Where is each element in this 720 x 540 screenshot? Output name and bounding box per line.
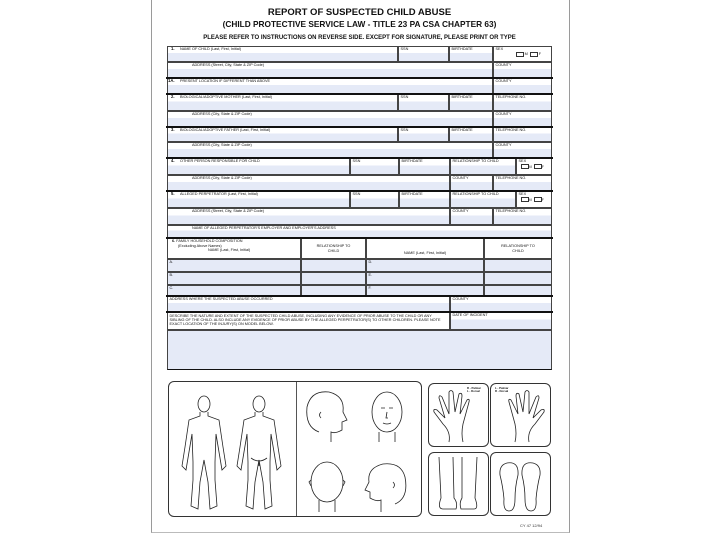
hand-label: R - Palmar L - Dorsal: [467, 386, 481, 393]
child-sex-field: [493, 46, 552, 62]
other-person-relationship-field[interactable]: [450, 158, 516, 175]
field-label: SEX: [518, 192, 527, 196]
sex-m-checkbox[interactable]: [521, 164, 529, 170]
checkbox-label: M: [524, 52, 528, 57]
household-relationship-e[interactable]: [484, 272, 552, 285]
body-back-icon: [237, 396, 281, 509]
checkbox-label: F: [541, 164, 544, 169]
row-label: B.: [169, 273, 174, 277]
section-number: 6.: [172, 239, 176, 243]
hand-icon: [429, 384, 488, 446]
field-label: BIRTHDATE: [451, 128, 473, 132]
sex-f-checkbox[interactable]: [534, 164, 542, 170]
child-address-field[interactable]: [167, 62, 493, 78]
other-person-name-field[interactable]: [167, 158, 350, 175]
field-label: ADDRESS (Street, City, State & ZIP Code): [192, 209, 265, 213]
head-front-icon: [372, 392, 402, 442]
father-birthdate-field[interactable]: [449, 127, 493, 142]
other-person-county-field[interactable]: [450, 175, 493, 191]
form-number: CY 47 12/94: [520, 523, 543, 528]
field-label: COUNTY: [452, 297, 469, 301]
checkbox-label: M: [528, 197, 532, 202]
abuse-description-textarea[interactable]: [167, 330, 552, 370]
field-label: BIRTHDATE: [401, 159, 423, 163]
field-label: ADDRESS WHERE THE SUSPECTED ABUSE OCCURRED: [169, 297, 273, 301]
field-label: NAME OF ALLEGED PERPETRATOR'S EMPLOYER AND EMPLOYER'S ADDRESS: [192, 226, 336, 230]
left-palm-panel: [490, 383, 551, 447]
form-subtitle: (CHILD PROTECTIVE SERVICE LAW - TITLE 23 PA CSA CHAPTER 63): [222, 19, 497, 29]
field-label: ALLEGED PERPETRATOR (Last, First, Initial): [180, 192, 258, 196]
father-telephone-field[interactable]: [493, 127, 552, 142]
row-label: E.: [368, 273, 373, 277]
mother-address-field[interactable]: [167, 111, 493, 127]
date-of-incident-field[interactable]: [450, 312, 552, 330]
field-label: TELEPHONE NO.: [495, 209, 527, 213]
row-label: D.: [368, 260, 373, 264]
perpetrator-ssn-field[interactable]: [350, 191, 399, 208]
perpetrator-birthdate-field[interactable]: [399, 191, 450, 208]
perpetrator-telephone-field[interactable]: [493, 208, 552, 225]
field-label: COUNTY: [495, 143, 512, 147]
field-label: COUNTY: [495, 112, 512, 116]
section-number: 3.: [171, 127, 175, 132]
divider: [166, 157, 553, 159]
field-label: COUNTY: [452, 209, 469, 213]
field-label: BIRTHDATE: [451, 47, 473, 51]
other-person-birthdate-field[interactable]: [399, 158, 450, 175]
column-header: NAME (Last, First, Initial): [208, 248, 251, 253]
field-label: COUNTY: [495, 79, 512, 83]
head-back-icon: [309, 462, 345, 512]
field-label: SSN: [400, 47, 409, 51]
sex-f-checkbox[interactable]: [530, 52, 538, 58]
legs-icon: [429, 453, 488, 515]
divider: [166, 190, 553, 192]
field-label: COUNTY: [495, 63, 512, 67]
field-label: PRESENT LOCATION IF DIFFERENT THAN ABOVE: [180, 79, 271, 83]
other-person-sex-field: [516, 158, 552, 175]
mother-name-field[interactable]: [167, 94, 398, 111]
head-side-right-icon: [365, 464, 406, 512]
row-label: F.: [368, 286, 372, 290]
sex-m-checkbox[interactable]: [521, 197, 529, 203]
father-address-field[interactable]: [167, 142, 493, 158]
section-number: 1A.: [168, 78, 175, 83]
mother-telephone-field[interactable]: [493, 94, 552, 111]
field-label: ADDRESS (Street, City, State & ZIP Code): [192, 63, 265, 67]
field-label: BIOLOGICAL/ADOPTIVE MOTHER (Last, First, Initial): [180, 95, 272, 99]
form-title: REPORT OF SUSPECTED CHILD ABUSE: [267, 7, 452, 18]
field-label: SSN: [352, 192, 361, 196]
field-label: RELATIONSHIP TO CHILD: [452, 159, 499, 163]
child-name-field[interactable]: [167, 46, 398, 62]
other-person-ssn-field[interactable]: [350, 158, 399, 175]
perpetrator-address-field[interactable]: [167, 208, 450, 225]
field-label: ADDRESS (City, State & ZIP Code): [192, 112, 252, 116]
field-label: BIOLOGICAL/ADOPTIVE FATHER (Last, First, Initial): [180, 128, 271, 132]
field-label: SSN: [352, 159, 361, 163]
field-label: SSN: [400, 95, 409, 99]
field-label: DATE OF INCIDENT: [452, 313, 488, 317]
perpetrator-relationship-field[interactable]: [450, 191, 516, 208]
household-name-d[interactable]: [366, 259, 484, 272]
mother-ssn-field[interactable]: [398, 94, 449, 111]
divider: [166, 77, 553, 79]
section-number: 1.: [171, 46, 175, 51]
present-location-county-field[interactable]: [493, 78, 552, 94]
divider: [166, 126, 553, 128]
field-label: OTHER PERSON RESPONSIBLE FOR CHILD: [180, 159, 260, 163]
hand-label: L - Palmar R - Dorsal: [495, 386, 509, 393]
section-number: 2.: [171, 94, 175, 99]
right-palm-panel: [428, 383, 489, 447]
field-label: TELEPHONE NO.: [495, 128, 527, 132]
section-number: 4.: [171, 158, 175, 163]
field-label: NAME OF CHILD (Last, First, Initial): [180, 47, 241, 51]
divider: [166, 237, 553, 239]
field-label: BIRTHDATE: [401, 192, 423, 196]
household-name-b[interactable]: [167, 272, 301, 285]
mother-county-field[interactable]: [493, 111, 552, 127]
household-name-header: [167, 238, 301, 259]
field-label: RELATIONSHIP TO CHILD: [452, 192, 499, 196]
father-county-field[interactable]: [493, 142, 552, 158]
perpetrator-sex-field: [516, 191, 552, 208]
field-label: TELEPHONE NO.: [495, 95, 527, 99]
field-label: SSN: [400, 128, 409, 132]
field-label: ADDRESS (City, State & ZIP Code): [192, 143, 252, 147]
hand-icon: [491, 384, 550, 446]
field-label: BIRTHDATE: [451, 95, 473, 99]
feet-soles-panel: [490, 452, 551, 516]
perpetrator-name-field[interactable]: [167, 191, 350, 208]
household-relationship-a[interactable]: [301, 259, 366, 272]
household-relationship-b[interactable]: [301, 272, 366, 285]
abuse-county-field[interactable]: [450, 296, 552, 312]
child-county-field[interactable]: [493, 62, 552, 78]
row-label: A.: [169, 260, 174, 264]
describe-instructions: DESCRIBE THE NATURE AND EXTENT OF THE SUSPECTED CHILD ABUSE, INCLUDING ANY EVIDENCE OF PRIOR ABUSE TO THE CHILD OR ANY SIBLING OF THE CHILD. ALSO INCLUDE ANY EVIDENCE OF PRIOR ABUSE BY THE ALLEGED PERPETRATOR(S) TO OTHER CHILDREN. PLEASE NOTE EXACT LOCATION OF THE INJURY(S) ON MODEL BELOW.: [167, 312, 450, 330]
field-label: FAMILY HOUSEHOLD COMPOSITION: [176, 239, 243, 243]
household-relationship-header-2: RELATIONSHIP TO CHILD: [484, 238, 552, 259]
divider: [166, 311, 553, 313]
sex-m-checkbox[interactable]: [516, 52, 524, 58]
present-location-field[interactable]: [167, 78, 493, 94]
section-number: 5.: [171, 191, 175, 196]
sex-f-checkbox[interactable]: [534, 197, 542, 203]
other-person-address-field[interactable]: [167, 175, 450, 191]
other-person-telephone-field[interactable]: [493, 175, 552, 191]
checkbox-label: F: [538, 52, 542, 57]
household-relationship-header: RELATIONSHIP TO CHILD: [301, 238, 366, 259]
body-diagram-panel: [168, 381, 422, 517]
body-front-icon: [182, 396, 226, 509]
field-label: TELEPHONE NO.: [495, 176, 527, 180]
divider: [166, 295, 553, 297]
child-birthdate-field[interactable]: [449, 46, 493, 62]
household-relationship-d[interactable]: [484, 259, 552, 272]
abuse-address-field[interactable]: [167, 296, 450, 312]
row-label: C.: [169, 286, 174, 290]
field-label: SEX: [495, 47, 504, 51]
field-label: ADDRESS (City, State & ZIP Code): [192, 176, 252, 180]
household-name-e[interactable]: [366, 272, 484, 285]
father-ssn-field[interactable]: [398, 127, 449, 142]
perpetrator-county-field[interactable]: [450, 208, 493, 225]
feet-icon: [491, 453, 550, 515]
checkbox-label: M: [528, 164, 532, 169]
checkbox-label: F: [541, 197, 544, 202]
child-ssn-field[interactable]: [398, 46, 449, 62]
divider: [166, 93, 553, 95]
mother-birthdate-field[interactable]: [449, 94, 493, 111]
form-instructions: PLEASE REFER TO INSTRUCTIONS ON REVERSE SIDE. EXCEPT FOR SIGNATURE, PLEASE PRINT OR TYPE: [203, 35, 516, 41]
field-label: SEX: [518, 159, 527, 163]
household-name-header-2: NAME (Last, First, Initial): [366, 238, 484, 259]
head-side-icon: [307, 392, 347, 442]
field-sublabel: (Excluding Above Names): [178, 243, 222, 248]
father-name-field[interactable]: [167, 127, 398, 142]
household-name-a[interactable]: [167, 259, 301, 272]
field-label: COUNTY: [452, 176, 469, 180]
legs-panel: [428, 452, 489, 516]
